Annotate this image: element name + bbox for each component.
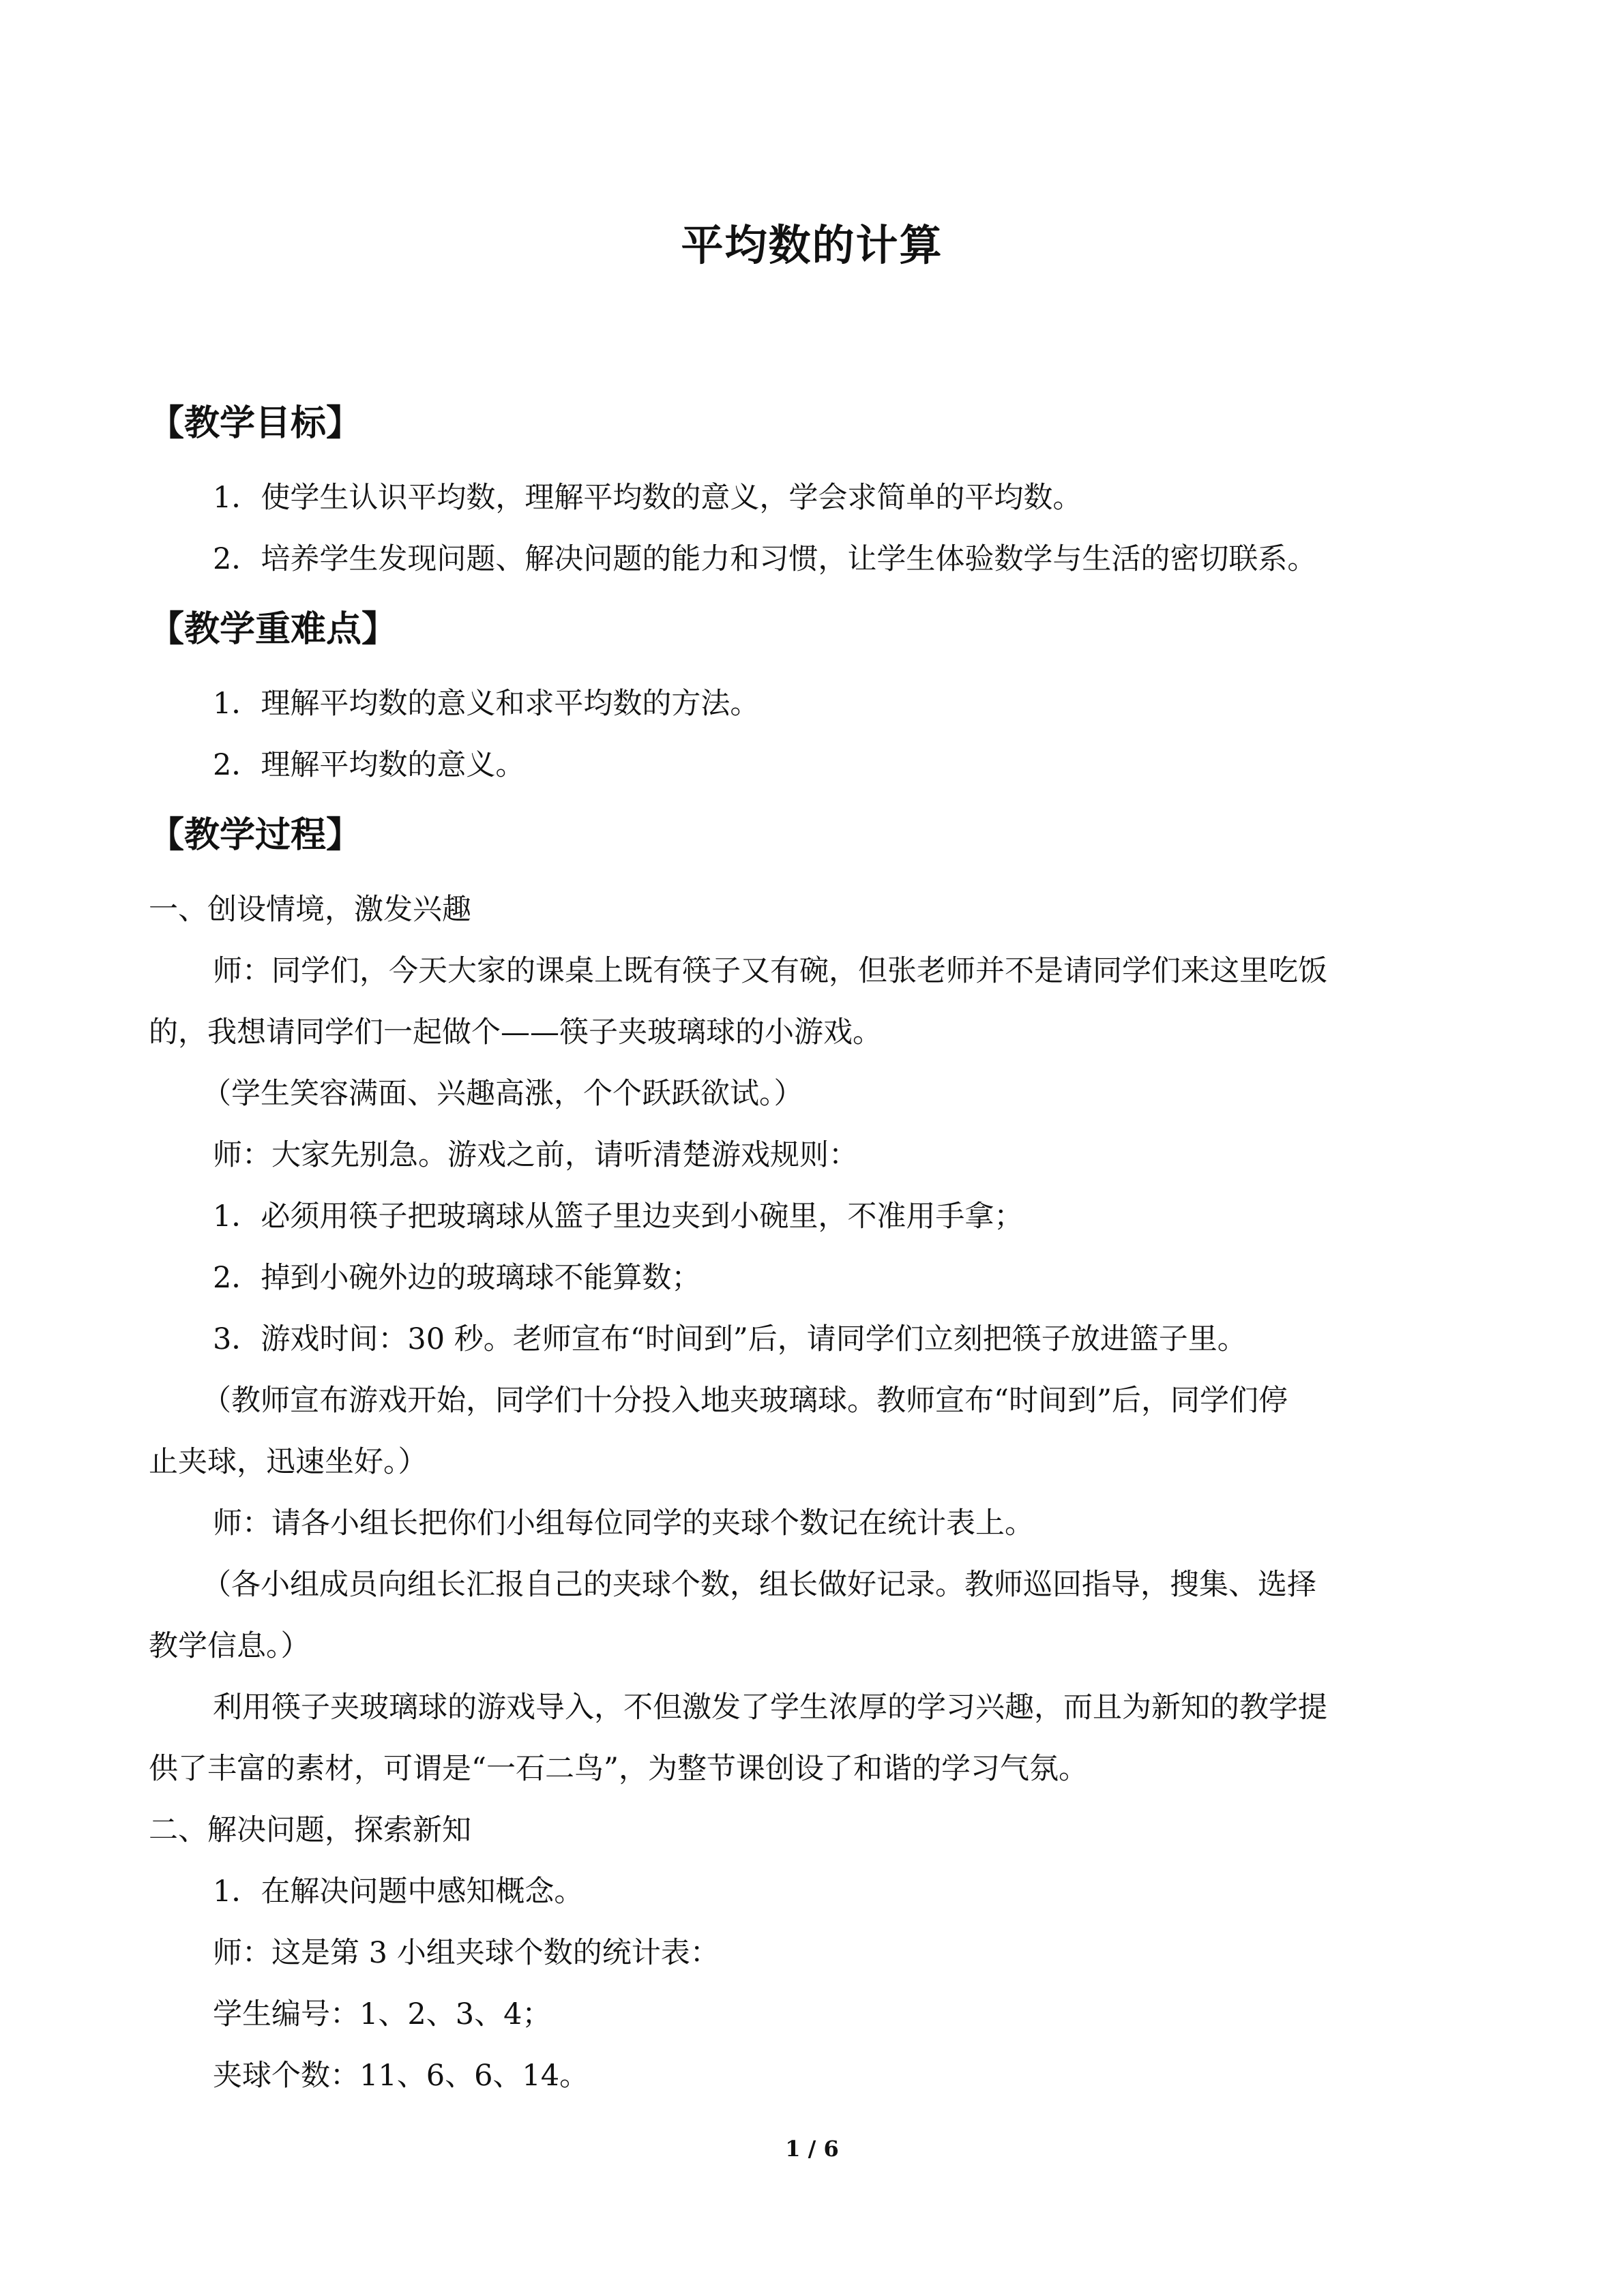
paragraph-line: 师：同学们，今天大家的课桌上既有筷子又有碗，但张老师并不是请同学们来这里吃饭 bbox=[213, 954, 1327, 988]
paragraph-line: 师：请各小组长把你们小组每位同学的夹球个数记在统计表上。 bbox=[213, 1506, 1034, 1540]
key-point-item-2: 2．理解平均数的意义。 bbox=[213, 748, 525, 782]
paragraph-line: 师：这是第 3 小组夹球个数的统计表： bbox=[213, 1936, 720, 1970]
section-heading-objectives: 【教学目标】 bbox=[149, 403, 362, 444]
process-part2-title: 二、解决问题，探索新知 bbox=[149, 1813, 471, 1847]
paragraph-line: 师：大家先别急。游戏之前，请听清楚游戏规则： bbox=[213, 1138, 858, 1172]
paragraph-line: 学生编号：1、2、3、4； bbox=[213, 1997, 552, 2031]
objective-item-2: 2．培养学生发现问题、解决问题的能力和习惯，让学生体验数学与生活的密切联系。 bbox=[213, 542, 1317, 576]
rule-item-1: 1．必须用筷子把玻璃球从篮子里边夹到小碗里，不准用手拿； bbox=[213, 1199, 1024, 1234]
paragraph-line: 教学信息。） bbox=[149, 1629, 310, 1663]
page-number: 1 / 6 bbox=[785, 2136, 839, 2162]
section-heading-key-points: 【教学重难点】 bbox=[149, 609, 398, 650]
paragraph-line: 的，我想请同学们一起做个——筷子夹玻璃球的小游戏。 bbox=[149, 1015, 882, 1049]
paragraph-line: 供了丰富的素材，可谓是“一石二鸟”，为整节课创设了和谐的学习气氛。 bbox=[149, 1752, 1088, 1786]
paragraph-line: 夹球个数：11、6、6、14。 bbox=[213, 2059, 589, 2093]
paragraph-line: （各小组成员向组长汇报自己的夹球个数，组长做好记录。教师巡回指导，搜集、选择 bbox=[202, 1568, 1316, 1602]
paragraph-line: 止夹球，迅速坐好。） bbox=[149, 1445, 428, 1479]
section-heading-process: 【教学过程】 bbox=[149, 815, 362, 856]
paragraph-line: 利用筷子夹玻璃球的游戏导入，不但激发了学生浓厚的学习兴趣，而且为新知的教学提 bbox=[213, 1690, 1327, 1725]
page-title: 平均数的计算 bbox=[681, 220, 943, 270]
key-point-item-1: 1．理解平均数的意义和求平均数的方法。 bbox=[213, 687, 760, 721]
paragraph-line: （教师宣布游戏开始，同学们十分投入地夹玻璃球。教师宣布“时间到”后，同学们停 bbox=[202, 1384, 1288, 1418]
process-part1-title: 一、创设情境，激发兴趣 bbox=[149, 893, 471, 927]
paragraph-line: 1．在解决问题中感知概念。 bbox=[213, 1875, 584, 1909]
rule-item-2: 2．掉到小碗外边的玻璃球不能算数； bbox=[213, 1261, 701, 1295]
objective-item-1: 1．使学生认识平均数，理解平均数的意义，学会求简单的平均数。 bbox=[213, 481, 1082, 515]
paragraph-line: （学生笑容满面、兴趣高涨，个个跃跃欲试。） bbox=[202, 1077, 803, 1111]
rule-item-3: 3．游戏时间：30 秒。老师宣布“时间到”后，请同学们立刻把筷子放进篮子里。 bbox=[213, 1322, 1247, 1356]
